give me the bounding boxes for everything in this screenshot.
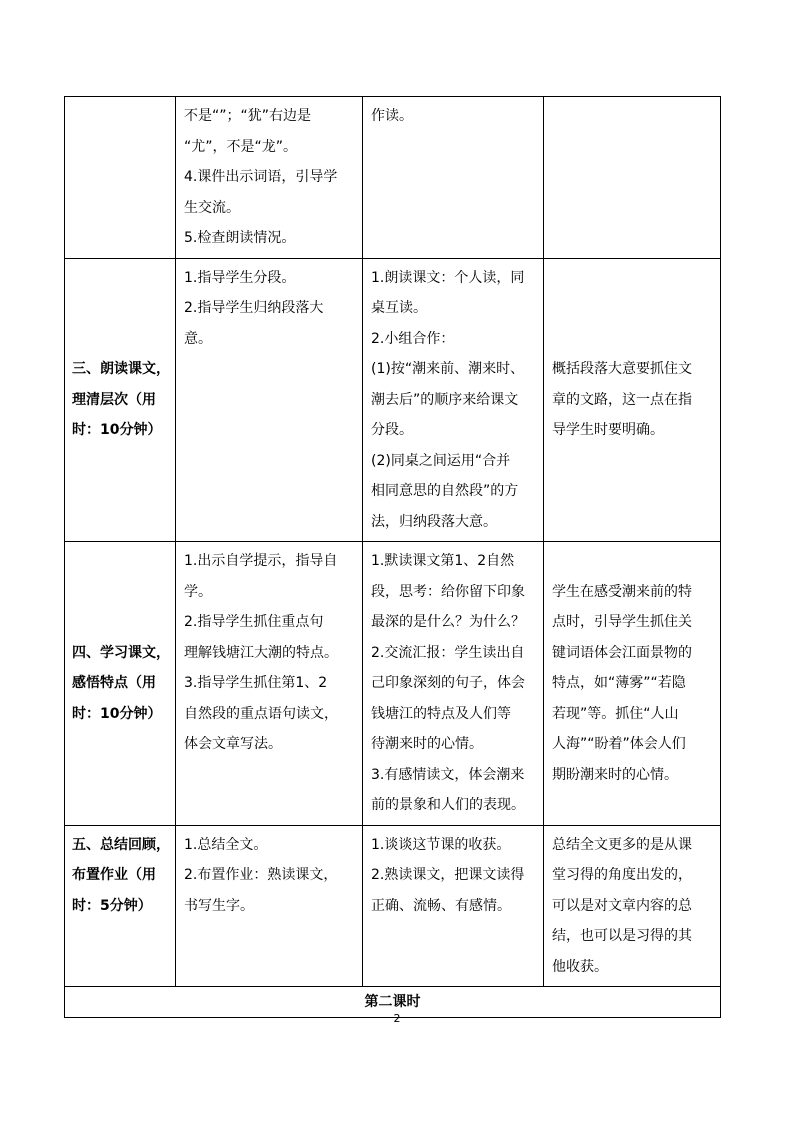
student-activity-cell bbox=[363, 97, 544, 259]
design-notes-cell bbox=[544, 542, 721, 826]
section-heading: 第二课时 bbox=[65, 987, 721, 1018]
cell-line: 2.熟读课文，把课文读得 bbox=[371, 867, 525, 883]
cell-line: 法，归纳段落大意。 bbox=[371, 513, 497, 530]
cell-line: “尤”，不是“龙”。 bbox=[184, 138, 298, 155]
cell-line: (2)同桌之间运用“合并 bbox=[371, 452, 511, 469]
cell-line: 意。 bbox=[184, 330, 212, 347]
cell-line: 感悟特点（用 bbox=[72, 675, 156, 691]
cell-line: 导学生时要明确。 bbox=[552, 422, 664, 438]
student-activity-cell bbox=[363, 825, 544, 987]
cell-line: 三、朗读课文， bbox=[72, 361, 170, 377]
cell-line: 可以是对文章内容的总 bbox=[552, 897, 692, 914]
stage-cell bbox=[65, 258, 176, 542]
stage-cell bbox=[65, 825, 176, 987]
cell-line: 学。 bbox=[184, 583, 212, 600]
stage-cell bbox=[65, 97, 176, 259]
cell-line: 最深的是什么？为什么？ bbox=[371, 614, 525, 630]
cell-line: 1.出示自学提示，指导自 bbox=[184, 553, 338, 569]
cell-line: 作读。 bbox=[371, 108, 413, 124]
cell-line: 理清层次（用 bbox=[72, 391, 156, 408]
cell-line: 概括段落大意要抓住文 bbox=[552, 361, 692, 377]
cell-line: 时：10分钟） bbox=[72, 705, 162, 722]
page-number: 2 bbox=[393, 1012, 401, 1025]
design-notes-cell bbox=[544, 97, 721, 259]
cell-line: 己印象深刻的句子，体会 bbox=[371, 675, 525, 691]
cell-line: 堂习得的角度出发的， bbox=[552, 867, 692, 883]
cell-line: 体会文章写法。 bbox=[184, 736, 282, 752]
cell-line: 学生在感受潮来前的特 bbox=[552, 583, 692, 600]
cell-line: 时：10分钟） bbox=[72, 422, 162, 438]
cell-line: 点时，引导学生抓住关 bbox=[552, 614, 692, 630]
cell-line: (1)按“潮来前、潮来时、 bbox=[371, 361, 525, 377]
cell-line: 生交流。 bbox=[184, 199, 240, 216]
stage-cell bbox=[65, 542, 176, 826]
cell-line: 1.总结全文。 bbox=[184, 836, 268, 853]
cell-line: 桌互读。 bbox=[371, 300, 427, 316]
cell-line: 2.小组合作： bbox=[371, 330, 455, 347]
cell-line: 人海”“盼着”体会人们 bbox=[552, 736, 686, 752]
cell-line: 不是“”；“犹”右边是 bbox=[184, 108, 312, 124]
cell-line: 3.指导学生抓住第1、2 bbox=[184, 675, 328, 691]
cell-line: 2.布置作业：熟读课文， bbox=[184, 867, 338, 883]
cell-line: 他收获。 bbox=[552, 958, 608, 975]
cell-line: 2.指导学生抓住重点句 bbox=[184, 614, 324, 630]
cell-line: 潮去后”的顺序来给课文 bbox=[371, 391, 519, 408]
cell-line: 特点，如“薄雾”“若隐 bbox=[552, 675, 686, 691]
cell-line: 1.指导学生分段。 bbox=[184, 269, 296, 286]
cell-line: 键词语体会江面景物的 bbox=[552, 644, 692, 661]
table-row bbox=[65, 825, 721, 987]
design-notes-cell bbox=[544, 825, 721, 987]
student-activity-cell bbox=[363, 542, 544, 826]
teacher-activity-cell bbox=[176, 258, 363, 542]
table-row bbox=[65, 258, 721, 542]
cell-line: 1.朗读课文：个人读，同 bbox=[371, 269, 525, 286]
student-activity-cell bbox=[363, 258, 544, 542]
cell-line: 书写生字。 bbox=[184, 897, 254, 914]
cell-line: 2.指导学生归纳段落大 bbox=[184, 300, 324, 316]
cell-line: 正确、流畅、有感情。 bbox=[371, 897, 511, 914]
cell-line: 钱塘江的特点及人们等 bbox=[371, 705, 511, 722]
cell-line: 期盼潮来时的心情。 bbox=[552, 766, 678, 783]
table-row bbox=[65, 542, 721, 826]
cell-line: 理解钱塘江大潮的特点。 bbox=[184, 644, 338, 661]
cell-line: 前的景象和人们的表现。 bbox=[371, 797, 525, 813]
cell-line: 结，也可以是习得的其 bbox=[552, 928, 692, 944]
design-notes-cell bbox=[544, 258, 721, 542]
cell-line: 时：5分钟） bbox=[72, 897, 152, 914]
cell-line: 分段。 bbox=[371, 422, 413, 438]
cell-line: 四、学习课文， bbox=[72, 644, 170, 661]
cell-line: 4.课件出示词语，引导学 bbox=[184, 169, 338, 185]
teacher-activity-cell bbox=[176, 97, 363, 259]
cell-line: 若现”等。抓住“人山 bbox=[552, 705, 679, 722]
teacher-activity-cell bbox=[176, 825, 363, 987]
cell-line: 3.有感情读文，体会潮来 bbox=[371, 766, 525, 783]
cell-line: 五、总结回顾， bbox=[72, 836, 170, 853]
cell-line: 2.交流汇报：学生读出自 bbox=[371, 644, 525, 661]
cell-line: 段，思考：给你留下印象 bbox=[371, 583, 525, 600]
cell-line: 1.谈谈这节课的收获。 bbox=[371, 836, 511, 853]
cell-line: 章的文路，这一点在指 bbox=[552, 391, 692, 408]
cell-line: 待潮来时的心情。 bbox=[371, 736, 483, 752]
cell-line: 自然段的重点语句读文， bbox=[184, 705, 338, 722]
cell-line: 布置作业（用 bbox=[72, 867, 156, 883]
lesson-plan-table bbox=[64, 96, 721, 1018]
cell-line: 1.默读课文第1、2自然 bbox=[371, 553, 515, 569]
cell-line: 相同意思的自然段”的方 bbox=[371, 483, 519, 499]
table-row bbox=[65, 97, 721, 259]
teacher-activity-cell bbox=[176, 542, 363, 826]
cell-line: 总结全文更多的是从课 bbox=[552, 836, 692, 853]
cell-line: 5.检查朗读情况。 bbox=[184, 230, 296, 246]
